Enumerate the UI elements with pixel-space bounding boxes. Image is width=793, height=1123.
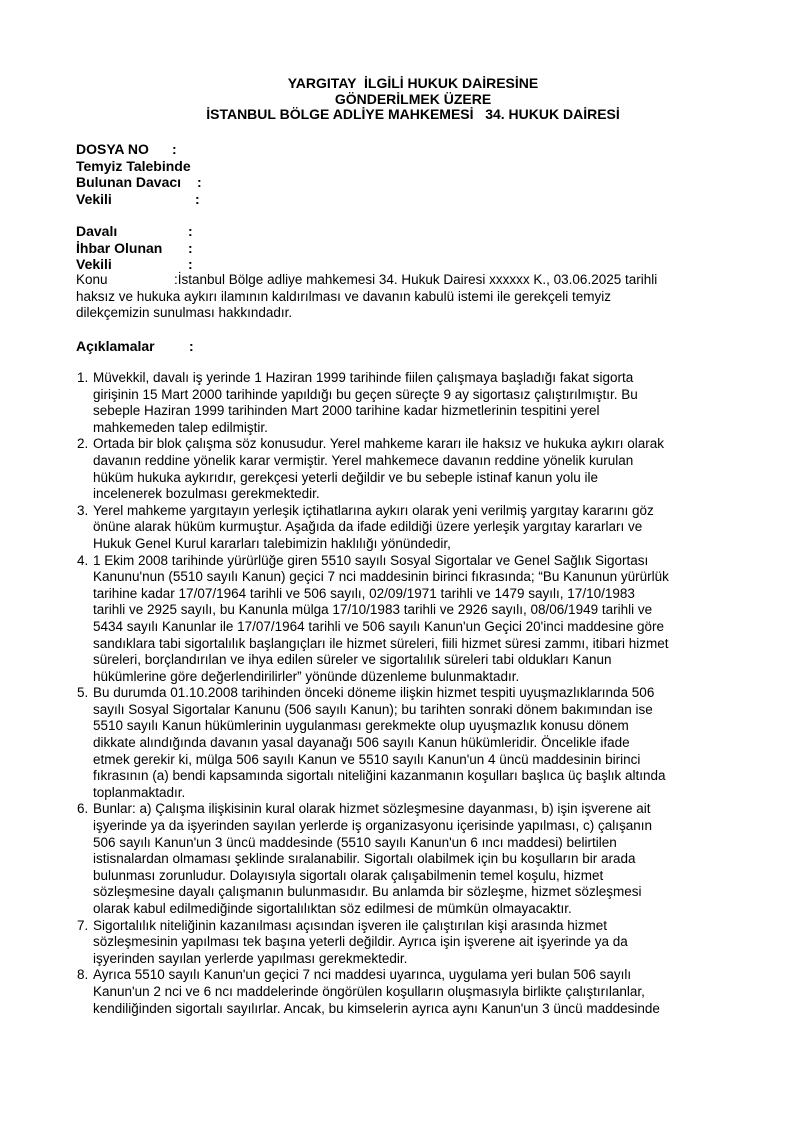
list-item-line: işyerinde ya da işyerinden sayılan yerlerde iş organizasyonu içerisinde yapılması, c) çalışanın bbox=[93, 818, 653, 834]
list-item-line: bulunması zorunludur. Dolayısıyla sigortalı olarak çalışabilmenin temel koşulu, hizmet bbox=[93, 867, 604, 883]
list-item-number: 5. bbox=[77, 685, 89, 701]
list-item-line: işyerinden sayılan yerlerde yapılması gerekmektedir. bbox=[93, 950, 408, 966]
list-item-number: 8. bbox=[77, 967, 89, 983]
header-line-1: YARGITAY İLGİLİ HUKUK DAİRESİNE bbox=[287, 75, 539, 91]
list-item-line: Müvekkil, davalı iş yerinde 1 Haziran 1999 tarihinde fiilen çalışmaya başladığı fakat sigorta bbox=[93, 370, 634, 385]
list-item-line: kendiliğinden sigortalı sayılırlar. Ancak, bu kimselerin ayrıca aynı Kanun'un 3 üncü maddesinde bbox=[93, 1000, 660, 1016]
list-item-line: Hukuk Genel Kurul kararları talebimizin haklılığı yönündedir, bbox=[93, 535, 451, 551]
list-item-line: Bu durumda 01.10.2008 tarihinden önceki döneme ilişkin hizmet tespiti uyuşmazlıklarında 506 bbox=[93, 685, 655, 701]
field-label: Vekili bbox=[76, 256, 112, 272]
list-item-line: Ortada bir blok çalışma söz konusudur. Yerel mahkeme kararı ile haksız ve hukuka aykırı olarak bbox=[93, 436, 665, 452]
explanations-heading bbox=[76, 338, 194, 354]
field-label: Bulunan Davacı bbox=[76, 174, 182, 190]
list-item-line: 506 sayılı Kanun'un 3 üncü maddesinde (5510 sayılı Kanun'un 6 ıncı maddesi) belirtilen bbox=[93, 834, 617, 850]
field-colon: : bbox=[188, 256, 193, 272]
field-label: Vekili bbox=[76, 190, 112, 207]
list-item-number: 4. bbox=[77, 552, 89, 568]
list-item-line: tarihine kadar 17/07/1964 tarihli ve 506 sayılı, 02/09/1971 tarihli ve 1479 sayılı, 17/10/1983 bbox=[93, 585, 635, 601]
field-label: Temyiz Talebinde bbox=[76, 157, 191, 174]
list-item-line: fıkrasının (a) bendi kapsamında sigortalı niteliğini kazanmanın koşulları başlıca üç başlık altında bbox=[93, 768, 666, 784]
list-item bbox=[77, 685, 727, 801]
list-item bbox=[77, 967, 727, 1017]
field-colon: : bbox=[172, 141, 177, 157]
list-item-line: Bunlar: a) Çalışma ilişkisinin kural olarak hizmet sözleşmesine dayanması, b) işin işverene ait bbox=[93, 801, 651, 817]
list-item-line: toplanmaktadır. bbox=[93, 784, 186, 800]
list-item-line: sözleşmesinin yapılması tek başına yeterli değildir. Ayrıca işin işverene ait işyerinde ya da bbox=[93, 934, 628, 950]
list-item-number: 7. bbox=[77, 917, 89, 933]
document-header bbox=[0, 76, 793, 123]
field-label: Davalı bbox=[76, 223, 118, 239]
list-item bbox=[77, 503, 727, 553]
list-item-number: 1. bbox=[77, 370, 89, 385]
list-item-line: sözleşmesine dayalı çalışmanın bulunmasıdır. Bu anlamda bir sözleşme, hizmet sözleşmesi bbox=[93, 884, 642, 900]
list-item-line: etmek gerekir ki, mülga 506 sayılı Kanun ve 5510 sayılı Kanun'un 4 üncü maddesinin birinci bbox=[93, 751, 641, 767]
list-item-line: tarihli ve 2925 sayılı, bu Kanunla mülga 17/10/1983 tarihli ve 2926 sayılı, 08/06/1949 tarihli ve bbox=[93, 602, 653, 618]
list-item-line: davanın reddine yönelik karar vermiştir. Yerel mahkemece davanın reddine yönelik kurulan bbox=[93, 452, 634, 468]
field-colon: : bbox=[188, 223, 193, 239]
list-item-line: 1 Ekim 2008 tarihinde yürürlüğe giren 5510 sayılı Sosyal Sigortalar ve Genel Sağlık Sigortası bbox=[93, 552, 649, 568]
explanations-list bbox=[77, 370, 727, 1017]
list-item-line: incelenerek bozulması gerekmektedir. bbox=[93, 486, 320, 502]
explanations-label: Açıklamalar bbox=[76, 338, 155, 354]
list-item bbox=[77, 370, 727, 436]
list-item-line: dikkate alındığında davanın yasal dayanağı 506 sayılı Kanun hükümleridir. Öncelikle ifade bbox=[93, 735, 630, 751]
list-item-line: sayılı Sosyal Sigortalar Kanunu (506 sayılı Kanun); bu tarihten sonraki dönem bakımından ise bbox=[93, 701, 653, 717]
list-item-line: Sigortalılık niteliğinin kazanılması açısından işveren ile çalıştırılan kişi arasında hizmet bbox=[93, 917, 607, 933]
list-item-line: Kanunu'nun (5510 sayılı Kanun) geçici 7 nci maddesinin birinci fıkrasında; “Bu Kanunun yürürlük bbox=[93, 569, 669, 585]
list-item bbox=[77, 918, 727, 968]
list-item-number: 2. bbox=[77, 436, 89, 452]
list-item-line: sebeple Haziran 1999 tarihinden Mart 2000 tarihine kadar hizmetlerinin tespitini yerel bbox=[93, 403, 600, 419]
list-item-line: Kanun'un 2 nci ve 6 ncı maddelerinde öngörülen koşulların oluşmasıyla birlikte çalıştırılanlar, bbox=[93, 983, 645, 999]
list-item-line: olarak kabul edilmediğinde sigortalılıktan söz edilmesi de mümkün olmayacaktır. bbox=[93, 901, 572, 916]
explanations-colon: : bbox=[189, 338, 194, 354]
header-line-3: İSTANBUL BÖLGE ADLİYE MAHKEMESİ 34. HUKUK DAİRESİ bbox=[206, 106, 620, 122]
field-colon: : bbox=[195, 190, 200, 207]
list-item-line: girişinin 15 Mart 2000 tarihinde yapıldığı bu geçen süreçte 9 ay sigortasız çalıştırılmıştır. Bu bbox=[93, 386, 638, 402]
list-item bbox=[77, 553, 727, 686]
subject-line: dilekçemizin sunulması hakkındadır. bbox=[76, 305, 293, 320]
list-item-line: Yerel mahkeme yargıtayın yerleşik içtihatlarına aykırı olarak yeni verilmiş yargıtay kararını göz bbox=[93, 502, 654, 518]
list-item bbox=[77, 436, 727, 502]
list-item-line: 5510 sayılı Kanun hükümlerinin uygulanması gerekmekte olup uyuşmazlık konusu dönem bbox=[93, 718, 629, 734]
list-item-line: mahkemeden talep edilmiştir. bbox=[93, 419, 268, 435]
subject-line: haksız ve hukuka aykırı ilamının kaldırılması ve davanın kabulü istemi ile gerekçeli temyiz bbox=[76, 288, 611, 304]
list-item-number: 6. bbox=[77, 801, 89, 817]
subject-label: Konu bbox=[76, 272, 108, 287]
subject-block bbox=[76, 272, 726, 322]
list-item-line: hüküm hukuka aykırıdır, gerekçesi yeterli değildir ve bu sebeple istinaf kanun yolu ile bbox=[93, 469, 599, 485]
field-label: DOSYA NO bbox=[76, 141, 149, 157]
list-item-line: Ayrıca 5510 sayılı Kanun'un geçici 7 nci maddesi uyarınca, uygulama yeri bulan 506 sayılı bbox=[93, 967, 632, 983]
list-item-line: istisnalardan olmaması şeklinde sıralanabilir. Sigortalı olabilmek için bu koşulların bir arada bbox=[93, 851, 636, 867]
list-item-line: 5434 sayılı Kanunlar ile 17/07/1964 tarihli ve 506 sayılı Kanun'un Geçici 20'inci maddesine göre bbox=[93, 618, 665, 634]
list-item-line: önüne alarak hüküm kurmuştur. Aşağıda da ifade edildiği üzere yerleşik yargıtay kararları ve bbox=[93, 519, 643, 535]
list-item-line: süreleri, borçlandırılan ve ihya edilen süreler ve sigortalılık süreleri tabi oldukları Kanun bbox=[93, 652, 612, 668]
list-item-number: 3. bbox=[77, 502, 89, 518]
header-line-2: GÖNDERİLMEK ÜZERE bbox=[334, 90, 492, 107]
field-label: İhbar Olunan bbox=[76, 239, 163, 256]
subject-line: :İstanbul Bölge adliye mahkemesi 34. Hukuk Dairesi xxxxxx K., 03.06.2025 tarihli bbox=[174, 272, 658, 287]
list-item-line: sandıklara tabi sigortalılık başlangıçları ile hizmet süreleri, fiili hizmet süresi zammı, itibari hizmet bbox=[93, 635, 669, 651]
list-item-line: hükümlerine göre değerlendirilirler” yönünde düzenleme bulunmaktadır. bbox=[93, 668, 520, 684]
list-item bbox=[77, 801, 727, 917]
field-colon: : bbox=[188, 239, 193, 256]
field-colon: : bbox=[197, 174, 202, 190]
